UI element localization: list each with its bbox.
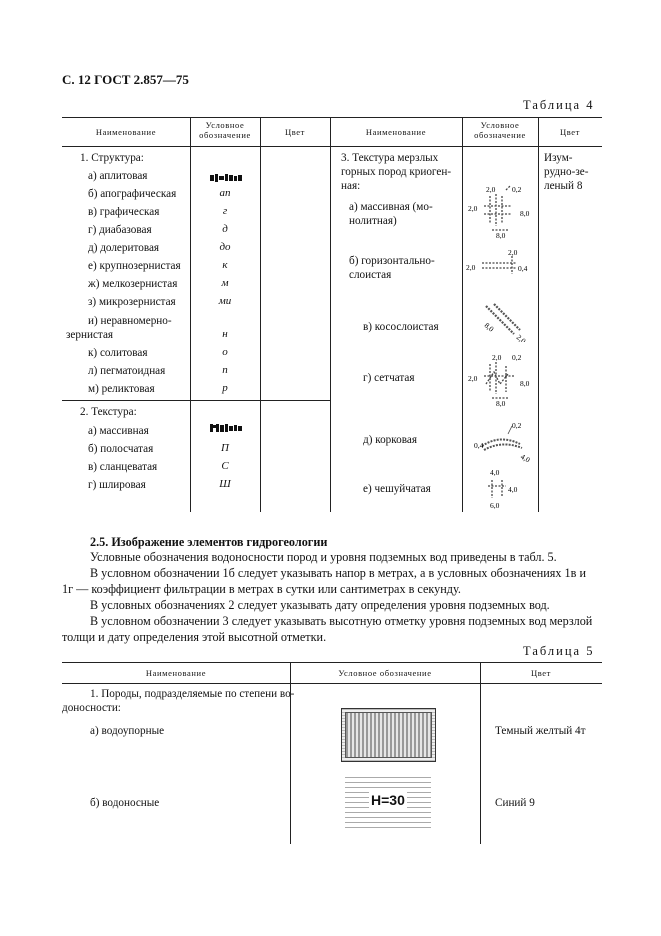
t4-row-label: в) сланцеватая (88, 461, 158, 473)
dimension-label: 8,0 (520, 209, 530, 218)
t4-col-symbol-left: Условное обозначение (199, 120, 251, 141)
t4-row-symbol: к (222, 259, 228, 271)
t4-row-symbol: С (221, 460, 229, 472)
t4-row-label: д) корковая (363, 434, 417, 446)
t5-group-line2: доносности: (62, 702, 121, 714)
paragraph: толщи и дату определения этой высотной отметки. (62, 630, 327, 644)
t4-row-symbol: о (222, 346, 228, 358)
dimension-label: 2,0 (468, 374, 478, 383)
t4-row-label: а) аплитовая (88, 170, 148, 182)
dimension-label: 2,0 (468, 204, 478, 213)
frozen-crust-symbol (474, 420, 538, 467)
paragraph: Условные обозначения водоносности пород и уровня подземных вод приведены в табл. 5. (90, 550, 557, 564)
paragraph: 1г — коэффициент фильтрации в метрах в сутки или сантиметрах в секунду. (62, 582, 461, 596)
t5-row-color: Синий 9 (495, 797, 535, 809)
aquifer-pattern-icon (345, 776, 431, 832)
t4-color-emerald: Изум- рудно-зе- леный 8 (544, 152, 589, 192)
dimension-label: 8,0 (496, 231, 506, 240)
t4-row-label: д) долеритовая (88, 242, 160, 254)
t4-row-label: б) полосчатая (88, 443, 154, 455)
t4-row-label: а) массивная (мо- нолитная) (349, 201, 433, 227)
dimension-label: 4,0 (490, 468, 500, 477)
dimension-label: 0,2 (512, 353, 522, 362)
t4-row-label: з) микрозернистая (88, 296, 176, 308)
dimension-label: 6,0 (490, 501, 500, 510)
frozen-cross-layered-symbol (478, 302, 528, 347)
t4-row-label: м) реликтовая (88, 383, 155, 395)
t4-row-label: г) диабазовая (88, 224, 152, 236)
dimension-label: 0,2 (512, 185, 522, 194)
dimension-label: 4,0 (508, 485, 518, 494)
t4-col-color-right: Цвет (560, 127, 580, 137)
t4-row-label: а) массивная (88, 425, 149, 437)
t4-group-structure: 1. Структура: (80, 152, 144, 164)
table-4-caption: Таблица 4 (523, 98, 595, 112)
section-title: 2.5. Изображение элементов гидрогеологии (90, 535, 328, 549)
t4-row-symbol: м (221, 277, 229, 289)
t4-row-symbol: н (222, 328, 228, 340)
frozen-scaly-symbol (480, 466, 530, 515)
aquifer-pressure-label: Н=30 (371, 792, 405, 808)
t4-row-label: г) сетчатая (363, 372, 415, 384)
paragraph: В условном обозначении 3 следует указывать высотную отметку уровня подземных вод мерзлой (90, 614, 593, 628)
t4-group-frozen-texture: 3. Текстура мерзлых горных пород криоген- ная: (341, 152, 452, 192)
dimension-label: 2,0 (492, 353, 502, 362)
dimension-label: 4,0 (519, 451, 532, 462)
t4-col-name-right: Наименование (365, 127, 427, 137)
dimension-label: 2,0 (514, 332, 528, 342)
frozen-massive-symbol (466, 184, 538, 245)
t4-row-symbol: ап (219, 187, 231, 199)
t4-row-symbol: Ш (219, 478, 231, 490)
dimension-label: 2,0 (466, 263, 476, 272)
t4-col-symbol-right: Условное обозначение (474, 120, 526, 141)
massive-texture-icon (210, 420, 242, 438)
frozen-horizontal-symbol (466, 248, 538, 283)
dimension-label: 2,0 (508, 248, 518, 257)
t4-row-label: ж) мелкозернистая (88, 278, 178, 290)
t4-row-label: г) шлировая (88, 479, 146, 491)
t4-row-label: е) чешуйчатая (363, 483, 431, 495)
t4-row-symbol: п (222, 364, 228, 376)
t4-row-label-cont: зернистая (66, 329, 114, 341)
t4-row-label: в) косослоистая (363, 321, 439, 333)
t4-col-name-left: Наименование (95, 127, 157, 137)
t5-row-name: а) водоупорные (90, 725, 165, 737)
t4-row-symbol: ми (218, 295, 232, 307)
t5-col-color: Цвет (531, 668, 551, 678)
t4-row-label: и) неравномерно- (88, 315, 172, 327)
t4-row-label: в) графическая (88, 206, 160, 218)
t4-row-symbol: р (222, 382, 228, 394)
dimension-label: 0,2 (512, 421, 522, 430)
t4-row-label: б) апографическая (88, 188, 177, 200)
t5-col-symbol: Условное обозначение (338, 668, 432, 678)
t4-row-label: б) горизонтально- слоистая (349, 255, 435, 281)
paragraph: В условных обозначениях 2 следует указывать дату определения уровня подземных вод. (90, 598, 550, 612)
t4-row-symbol: г (222, 205, 228, 217)
t5-group-line1: 1. Породы, подразделяемые по степени во- (90, 688, 295, 700)
frozen-reticulate-symbol (466, 352, 538, 413)
t4-row-symbol: до (219, 241, 231, 253)
dimension-label: 8,0 (520, 379, 530, 388)
t4-row-symbol: д (222, 223, 228, 235)
paragraph: В условном обозначении 1б следует указывать напор в метрах, а в условных обозначениях 1в и (90, 566, 586, 580)
dimension-label: 0,4 (518, 264, 528, 273)
page-header: С. 12 ГОСТ 2.857—75 (62, 72, 189, 87)
t4-row-symbol: П (221, 442, 229, 454)
dimension-label: 8,0 (496, 399, 506, 408)
t4-row-label: л) пегматоидная (88, 365, 166, 377)
table-5-caption: Таблица 5 (523, 644, 595, 658)
dimension-label: 2,0 (486, 185, 496, 194)
t5-row-color: Темный желтый 4т (495, 725, 586, 737)
dimension-label: 8,0 (482, 320, 496, 334)
t4-col-color-left: Цвет (285, 127, 305, 137)
aquiclude-pattern-icon (341, 708, 436, 762)
t5-row-name: б) водоносные (90, 797, 160, 809)
aplite-texture-icon (210, 170, 242, 188)
t4-group-texture: 2. Текстура: (80, 406, 137, 418)
dimension-label: 0,4 (474, 441, 484, 450)
t5-col-name: Наименование (145, 668, 207, 678)
t4-row-label: е) крупнозернистая (88, 260, 181, 272)
t4-row-label: к) солитовая (88, 347, 148, 359)
